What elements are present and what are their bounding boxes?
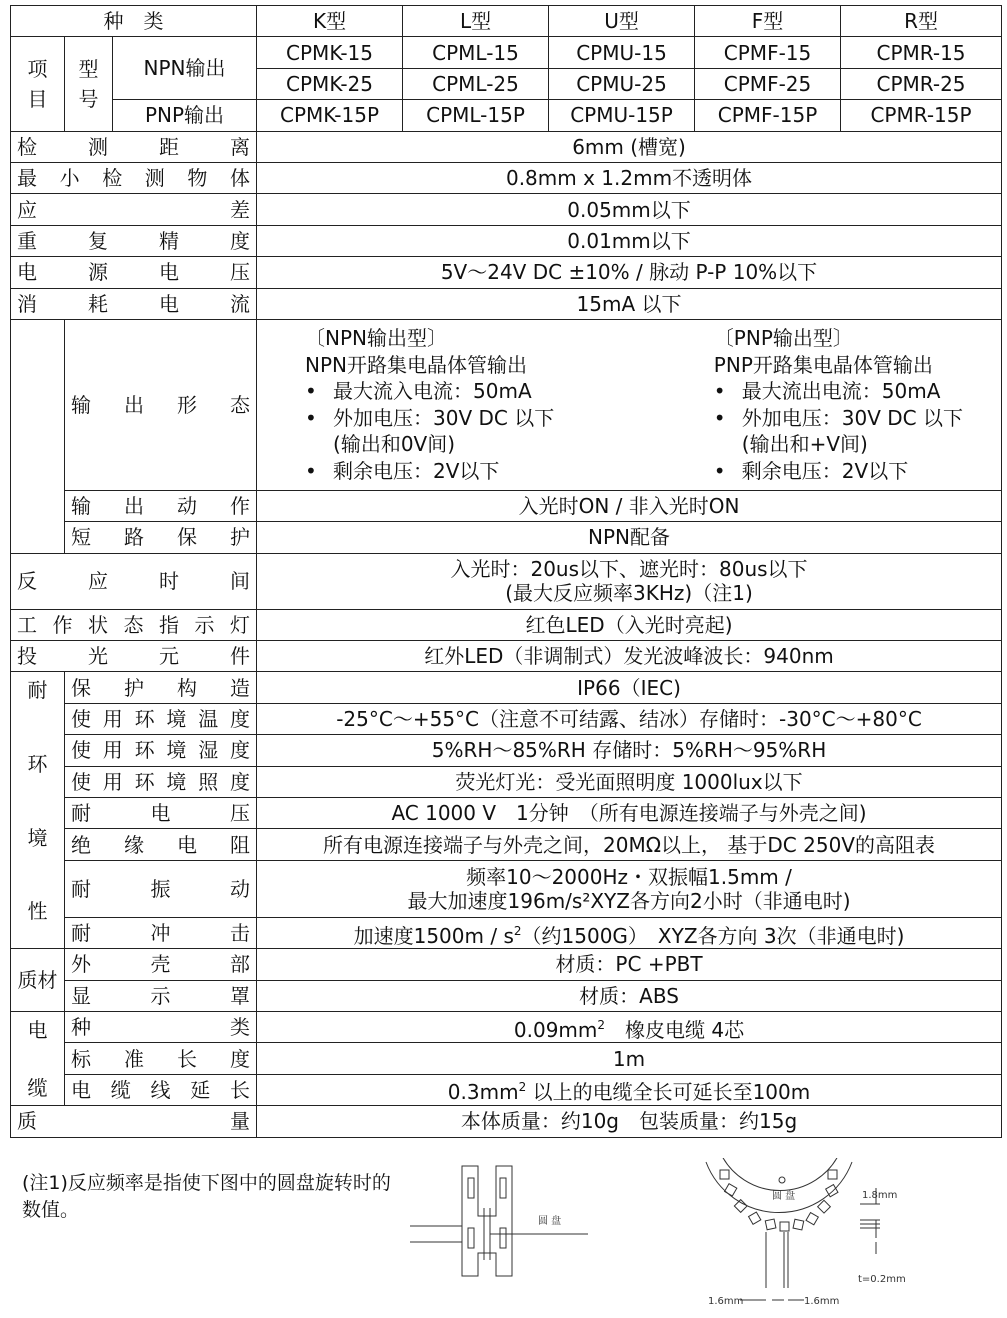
cable-ext-value: 0.3mm — [447, 1080, 519, 1105]
label-char: 测 — [88, 134, 108, 159]
label-char: 度 — [230, 1046, 250, 1071]
label-char: 电 — [159, 260, 179, 285]
current-row — [11, 288, 1002, 319]
shock-value-rest: （约1500G） XYZ各方向 3次（非通电时) — [521, 923, 905, 948]
model-label: 型号 — [65, 37, 113, 131]
label-char: 电 — [150, 801, 171, 826]
row-value: 0.05mm以下 — [257, 194, 1002, 225]
label-char: 长 — [177, 1046, 197, 1071]
label-char: 境 — [166, 769, 187, 794]
pnp-residual-voltage: 剩余电压：2V以下 — [741, 458, 909, 483]
label-char: 标 — [71, 1046, 91, 1071]
type-r: R型 — [841, 6, 1002, 37]
label-char: 离 — [230, 134, 250, 159]
npn-residual-voltage: 剩余电压：2V以下 — [333, 458, 500, 483]
pnp-output-label: PNP输出 — [113, 100, 257, 131]
label-char: 源 — [88, 260, 108, 285]
label-char: 测 — [144, 166, 165, 191]
label-char: 电 — [27, 1017, 48, 1042]
row-value — [257, 553, 1002, 609]
env-temp-row — [11, 703, 1002, 734]
label-char: 电 — [71, 1077, 91, 1102]
row-value: 本体质量：约10g 包装质量：约15g — [257, 1106, 1002, 1137]
label-char: 击 — [230, 921, 250, 945]
label-char: 输 — [71, 392, 91, 417]
label-char: 量 — [230, 1109, 251, 1134]
row-value: NPN配备 — [257, 522, 1002, 553]
pnp-applied-voltage: 外加电压：30V DC 以下 — [741, 405, 964, 430]
label-char: 示 — [194, 612, 215, 637]
disc-label: 圆 盘 — [538, 1216, 562, 1227]
label-char: 使 — [71, 769, 91, 794]
label-char: 度 — [229, 769, 250, 794]
label-char: 应 — [17, 197, 37, 222]
type-k: K型 — [257, 6, 403, 37]
label-char: 态 — [230, 392, 250, 417]
label-char: 差 — [230, 197, 251, 222]
row-value — [257, 1011, 1002, 1042]
label-char: 时 — [159, 569, 179, 594]
row-label — [11, 162, 257, 193]
label-char: 照 — [198, 769, 219, 794]
hysteresis-row — [11, 194, 1002, 225]
label-char: 温 — [198, 707, 219, 732]
row-label — [65, 949, 257, 980]
row-label — [11, 288, 257, 319]
superscript: 2 — [513, 923, 522, 938]
model-cell: CPMR-15P — [841, 100, 1002, 131]
row-label — [65, 1043, 257, 1074]
bullet: • — [305, 405, 317, 430]
npn-max-current: 最大流入电流：50mA — [333, 379, 532, 404]
mass-row — [11, 1106, 1002, 1137]
material-case-row — [11, 949, 1002, 980]
label-char: 湿 — [198, 738, 219, 763]
label-char: 压 — [230, 260, 250, 285]
row-value: 5%RH～85%RH 存储时：5%RH～95%RH — [257, 735, 1002, 766]
label-char: 构 — [177, 675, 197, 700]
label-char: 体 — [229, 166, 250, 191]
dim-1-6-right: 1.6mm — [804, 1296, 840, 1307]
label-char: 用 — [102, 769, 123, 794]
detect-distance-row — [11, 131, 1002, 162]
cable-length-row — [11, 1043, 1002, 1074]
row-label — [11, 553, 257, 609]
label-char: 保 — [177, 525, 197, 550]
type-u: U型 — [549, 6, 695, 37]
model-cell: CPMK-25 — [257, 68, 403, 99]
label-char: 元 — [159, 644, 179, 669]
label-char: 境 — [166, 738, 187, 763]
label-char: 造 — [230, 675, 250, 700]
label-char: 壳 — [150, 952, 171, 977]
bullet: • — [305, 379, 317, 404]
label-char: 缆 — [27, 1075, 48, 1100]
label-char: 显 — [71, 983, 91, 1008]
cable-kind-value: 0.09mm — [513, 1017, 598, 1042]
cable-kind-rest: 橡皮电缆 4芯 — [605, 1017, 745, 1042]
dim-1-6-left: 1.6mm — [708, 1296, 744, 1307]
npn-model-row-15 — [11, 37, 1002, 68]
power-row — [11, 257, 1002, 288]
label-char: 距 — [159, 134, 179, 159]
label-char: 状 — [88, 612, 108, 637]
model-cell: CPMU-25 — [549, 68, 695, 99]
env-protection-row — [11, 672, 1002, 703]
label-char: 灯 — [230, 612, 250, 637]
row-value: 材质：ABS — [257, 980, 1002, 1011]
label-char: 路 — [124, 525, 144, 550]
model-cell: CPMF-15P — [695, 100, 841, 131]
repeat-row — [11, 225, 1002, 256]
vibration-line2: 最大加速度196m/s²XYZ各方向2小时（非通电时) — [407, 888, 851, 913]
material-cover-row — [11, 980, 1002, 1011]
label-char: 短 — [71, 525, 91, 550]
label-char: 类 — [230, 1015, 251, 1040]
label-char: 应 — [88, 569, 108, 594]
bullet: • — [713, 458, 726, 483]
item-label: 项目 — [11, 37, 65, 131]
output-group-blank — [11, 319, 65, 553]
emitter-row — [11, 641, 1002, 672]
label-char: 精 — [159, 228, 179, 253]
label-char: 质 — [17, 968, 38, 993]
row-label — [65, 798, 257, 829]
label-char: 使 — [71, 738, 91, 763]
row-label — [65, 703, 257, 734]
label-char: 电 — [159, 291, 179, 316]
npn-type: 〔NPN输出型〕 — [305, 326, 447, 351]
model-cell: CPMK-15P — [257, 100, 403, 131]
label-char: 动 — [230, 876, 250, 901]
pnp-type: 〔PNP输出型〕 — [713, 326, 853, 351]
vibration-line1: 频率10～2000Hz・双振幅1.5mm / — [466, 864, 792, 889]
disc-label-2: 圆 盘 — [772, 1191, 796, 1202]
npn-applied-voltage: 外加电压：30V DC 以下 — [333, 405, 555, 430]
label-char: 电 — [17, 260, 37, 285]
output-form-value — [257, 319, 1002, 490]
kind-label: 种 类 — [11, 6, 257, 37]
pnp-output-spec — [714, 325, 963, 484]
row-value — [257, 1074, 1002, 1105]
label-char: 耗 — [88, 291, 108, 316]
row-label — [11, 194, 257, 225]
pnp-desc: PNP开路集电晶体管输出 — [713, 352, 933, 377]
label-char: 缆 — [110, 1077, 131, 1102]
row-label — [11, 225, 257, 256]
label-char: 出 — [124, 494, 144, 519]
label-char: 示 — [150, 983, 171, 1008]
label-char: 护 — [124, 675, 144, 700]
response-row — [11, 553, 1002, 609]
row-value — [257, 860, 1002, 917]
label-char: 电 — [177, 832, 197, 857]
label-char: 冲 — [150, 921, 171, 945]
row-value: 红外LED（非调制式）发光波峰波长：940nm — [257, 641, 1002, 672]
label-char: 出 — [124, 392, 144, 417]
label-char: 光 — [88, 644, 108, 669]
label-char: 环 — [134, 738, 155, 763]
label-char: 作 — [52, 612, 73, 637]
npn-voltage-note: (输出和0V间) — [333, 432, 456, 457]
short-protect-row — [11, 522, 1002, 553]
label-char: 度 — [229, 738, 250, 763]
output-action-row — [11, 490, 1002, 521]
row-value: 6mm (槽宽) — [257, 131, 1002, 162]
label-char: 延 — [190, 1077, 211, 1102]
label-char: 阻 — [230, 832, 250, 857]
label-char: 使 — [71, 707, 91, 732]
model-cell: CPMU-15P — [549, 100, 695, 131]
label-char: 重 — [17, 228, 37, 253]
min-object-row — [11, 162, 1002, 193]
label-char: 耐 — [71, 801, 91, 826]
env-withstand-row — [11, 798, 1002, 829]
material-group-label — [11, 949, 65, 1012]
pnp-max-current: 最大流出电流：50mA — [741, 379, 941, 404]
pnp-model-row — [11, 100, 1002, 131]
row-value: 1m — [257, 1043, 1002, 1074]
superscript: 2 — [597, 1017, 606, 1032]
label-char: 物 — [187, 166, 208, 191]
row-label — [65, 672, 257, 703]
row-label — [11, 609, 257, 640]
label-char: 消 — [17, 291, 37, 316]
label-char: 小 — [59, 166, 80, 191]
label-char: 环 — [134, 769, 155, 794]
label-char: 性 — [27, 899, 48, 924]
label-char: 用 — [102, 738, 123, 763]
label-char: 环 — [27, 752, 48, 777]
output-form-row — [11, 319, 1002, 490]
row-label — [65, 1074, 257, 1105]
row-label — [65, 522, 257, 553]
shock-value: 加速度1500m / s — [353, 923, 514, 948]
row-value: 红色LED（入光时亮起) — [257, 609, 1002, 640]
label-char: 最 — [17, 166, 37, 191]
sensor-side-diagram — [410, 1158, 610, 1308]
label-char: 种 — [71, 1015, 91, 1040]
label-char: 指 — [159, 612, 179, 637]
label-char: 作 — [230, 494, 250, 519]
row-label — [65, 490, 257, 521]
row-value: 荧光灯光：受光面照明度 1000lux以下 — [257, 766, 1002, 797]
label-char: 反 — [17, 569, 37, 594]
label-char: 动 — [177, 494, 197, 519]
label-char: 检 — [17, 134, 37, 159]
model-cell: CPMU-15 — [549, 37, 695, 68]
label-char: 输 — [71, 494, 91, 519]
label-char: 准 — [124, 1046, 144, 1071]
cable-extension-row — [11, 1074, 1002, 1105]
row-value: 0.8mm x 1.2mm不透明体 — [257, 162, 1002, 193]
type-l: L型 — [403, 6, 549, 37]
footnote: (注1)反应频率是指使下图中的圆盘旋转时的数值。 — [22, 1172, 391, 1221]
label-char: 耐 — [71, 876, 91, 901]
dim-1-8: 1.8mm — [862, 1190, 898, 1201]
label-char: 缘 — [124, 832, 144, 857]
indicator-row — [11, 609, 1002, 640]
label-char: 材 — [37, 968, 58, 993]
label-char: 保 — [71, 675, 91, 700]
model-cell: CPMF-15 — [695, 37, 841, 68]
label-char: 振 — [150, 876, 171, 901]
disc-dimension-diagram — [700, 1158, 930, 1308]
type-row — [11, 6, 1002, 37]
row-label — [11, 257, 257, 288]
bullet: • — [713, 405, 726, 430]
row-label — [65, 766, 257, 797]
model-cell: CPML-15P — [403, 100, 549, 131]
row-value: 0.01mm以下 — [257, 225, 1002, 256]
type-f: F型 — [695, 6, 841, 37]
label-char: 外 — [71, 952, 91, 977]
spec-table — [10, 5, 1002, 1138]
label-char: 投 — [17, 644, 37, 669]
cable-ext-rest: 以上的电缆全长可延长至100m — [526, 1080, 811, 1105]
label-char: 罩 — [230, 983, 250, 1008]
response-line2: (最大反应频率3KHz)（注1) — [505, 581, 753, 606]
row-value: 5V～24V DC ±10% / 脉动 P-P 10%以下 — [257, 257, 1002, 288]
row-label — [65, 735, 257, 766]
label-char: 复 — [88, 228, 108, 253]
label-char: 护 — [230, 525, 250, 550]
env-shock-row — [11, 917, 1002, 948]
label-char: 度 — [230, 228, 250, 253]
label-char: 境 — [27, 825, 48, 850]
row-value: 入光时ON / 非入光时ON — [257, 490, 1002, 521]
row-label — [65, 980, 257, 1011]
npn-output-label: NPN输出 — [113, 37, 257, 100]
cable-kind-row — [11, 1011, 1002, 1042]
dim-thickness: t=0.2mm — [858, 1274, 906, 1285]
model-cell: CPML-25 — [403, 68, 549, 99]
label-char: 部 — [230, 952, 250, 977]
label-char: 检 — [102, 166, 123, 191]
row-label — [65, 917, 257, 948]
label-char: 环 — [134, 707, 155, 732]
label-char: 间 — [230, 569, 250, 594]
row-label — [65, 1011, 257, 1042]
label-char: 线 — [150, 1077, 171, 1102]
label-char: 长 — [230, 1077, 250, 1102]
label-char: 用 — [102, 707, 123, 732]
env-humidity-row — [11, 735, 1002, 766]
label-char: 态 — [123, 612, 144, 637]
pnp-voltage-note: (输出和+V间) — [741, 432, 868, 457]
row-value: -25°C～+55°C（注意不可结露、结冰）存储时：-30°C～+80°C — [257, 703, 1002, 734]
label-char: 质 — [17, 1109, 37, 1134]
label-char: 耐 — [71, 921, 91, 945]
label-char: 件 — [230, 644, 250, 669]
row-value: 所有电源连接端子与外壳之间，20MΩ以上， 基于DC 250V的高阻表 — [257, 829, 1002, 860]
row-value — [257, 917, 1002, 948]
env-group-label — [11, 672, 65, 949]
row-value: 材质：PC +PBT — [257, 949, 1002, 980]
model-cell: CPML-15 — [403, 37, 549, 68]
model-cell: CPMK-15 — [257, 37, 403, 68]
response-line1: 入光时：20us以下、遮光时：80us以下 — [450, 557, 808, 582]
label-char: 耐 — [27, 678, 48, 703]
cable-group-label — [11, 1011, 65, 1105]
superscript: 2 — [518, 1080, 527, 1095]
row-label — [11, 131, 257, 162]
row-value: 15mA 以下 — [257, 288, 1002, 319]
npn-output-spec — [305, 325, 554, 484]
row-label — [65, 319, 257, 490]
bullet: • — [305, 458, 317, 483]
env-vibration-row — [11, 860, 1002, 917]
label-char: 压 — [230, 801, 250, 826]
row-value: IP66（IEC) — [257, 672, 1002, 703]
row-label — [65, 829, 257, 860]
row-value: AC 1000 V 1分钟 （所有电源连接端子与外壳之间) — [257, 798, 1002, 829]
model-cell: CPMR-25 — [841, 68, 1002, 99]
label-char: 形 — [177, 392, 197, 417]
npn-desc: NPN开路集电晶体管输出 — [305, 352, 527, 377]
model-cell: CPMF-25 — [695, 68, 841, 99]
row-label — [11, 1106, 257, 1137]
label-char: 工 — [17, 612, 37, 637]
env-illum-row — [11, 766, 1002, 797]
label-char: 度 — [229, 707, 250, 732]
bullet: • — [713, 379, 726, 404]
row-label — [65, 860, 257, 917]
env-insulation-row — [11, 829, 1002, 860]
label-char: 境 — [166, 707, 187, 732]
label-char: 流 — [230, 291, 250, 316]
model-cell: CPMR-15 — [841, 37, 1002, 68]
label-char: 绝 — [71, 832, 91, 857]
row-label — [11, 641, 257, 672]
